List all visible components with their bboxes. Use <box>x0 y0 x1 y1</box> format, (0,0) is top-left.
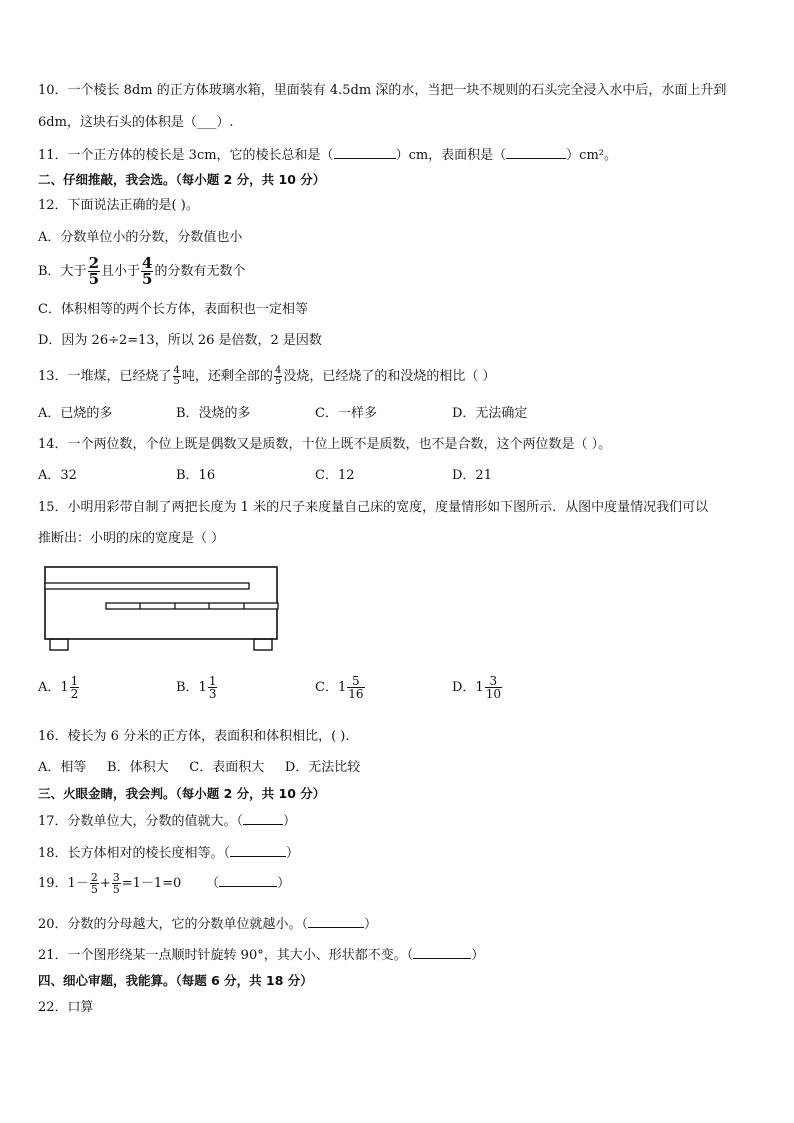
section-4-heading: 四、细心审题，我能算。（每题 6 分，共 18 分） <box>38 973 313 988</box>
q12-option-b[interactable] <box>38 256 245 287</box>
section-3-heading: 三、火眼金睛，我会判。（每小题 2 分，共 10 分） <box>38 786 326 801</box>
q14-option-b[interactable]: B．16 <box>176 468 216 483</box>
q11-part-a: 11．一个正方体的棱长是 3cm，它的棱长总和是（ <box>38 148 334 163</box>
q14-option-c[interactable]: C．12 <box>315 468 355 483</box>
q13-fraction-2: $\frac{4}{5}$ <box>274 365 282 387</box>
section-2-heading: 二、仔细推敲，我会选。（每小题 2 分，共 10 分） <box>38 172 326 187</box>
q19: 19．1－ $\frac{2}{5}$ + $\frac{3}{5}$ =1－1=0 （ ） <box>38 871 291 896</box>
q17-blank[interactable] <box>243 811 283 825</box>
q10-line2: 6dm，这块石头的体积是（___）. <box>38 115 234 130</box>
q12-option-c[interactable]: C．体积相等的两个长方体，表面积也一定相等 <box>38 302 308 317</box>
q13-option-d[interactable]: D．无法确定 <box>452 406 528 421</box>
q14-option-d[interactable]: D．21 <box>452 468 492 483</box>
q15-option-c[interactable]: C．1 $\frac{5}{16}$ <box>315 674 364 701</box>
q15-line1: 15．小明用彩带自制了两把长度为 1 米的尺子来度量自己床的宽度，度量情形如下图所示．从图中度量情况我们可以 <box>38 500 709 515</box>
q12-b-pre: B．大于 <box>38 264 87 279</box>
q10-line1: 10．一个棱长 8dm 的正方体玻璃水箱，里面装有 4.5dm 深的水，当把一块不规则的石头完全浸入水中后，水面上升到 <box>38 83 727 98</box>
q21-blank[interactable] <box>413 945 471 959</box>
q18-blank[interactable] <box>230 843 286 857</box>
q11 <box>38 145 617 165</box>
q14-option-a[interactable]: A．32 <box>38 468 77 483</box>
q12-b-fraction-1: $\frac{2}{5}$ <box>88 254 99 288</box>
q13-fraction-1: $\frac{4}{5}$ <box>173 365 180 387</box>
q11-blank-1[interactable] <box>334 145 396 159</box>
q13-option-b[interactable]: B．没烧的多 <box>176 406 251 421</box>
q11-part-b: ）cm，表面积是（ <box>395 148 507 163</box>
q15-option-d[interactable]: D．1 $\frac{3}{10}$ <box>452 674 501 701</box>
q13-stem: 13．一堆煤，已经烧了 $\frac{4}{5}$ 吨，还剩全部的 $\frac{4}{5}$ 没烧，已经烧了的和没烧的相比（ ） <box>38 365 496 387</box>
q13-option-c[interactable]: C．一样多 <box>315 406 377 421</box>
q12-option-a[interactable]: A．分数单位小的分数，分数值也小 <box>38 230 243 245</box>
q11-part-c: ）cm²。 <box>566 148 617 163</box>
q20: 20．分数的分母越大，它的分数单位就越小。（ ） <box>38 914 377 934</box>
q11-blank-2[interactable] <box>506 145 566 159</box>
q14-stem: 14．一个两位数，个位上既是偶数又是质数，十位上既不是质数，也不是合数，这个两位数是（ ）。 <box>38 437 612 452</box>
q17: 17．分数单位大，分数的值就大。（ ） <box>38 811 296 831</box>
q12-option-d[interactable]: D．因为 26÷2=13，所以 26 是倍数，2 是因数 <box>38 333 322 348</box>
q12-b-mid: 且小于 <box>101 264 141 279</box>
q16-options[interactable]: A．相等 B．体积大 C．表面积大 D．无法比较 <box>38 760 361 775</box>
ruler-2 <box>106 603 278 609</box>
bed-leg-right <box>254 639 272 650</box>
q15-option-b[interactable]: B．1 $\frac{1}{3}$ <box>176 674 217 701</box>
bed-measurement-figure <box>44 564 292 656</box>
q12-b-post: 的分数有无数个 <box>154 264 246 279</box>
q22: 22．口算 <box>38 1000 94 1015</box>
q15-option-a[interactable]: A．1 $\frac{1}{2}$ <box>38 674 79 701</box>
q18: 18．长方体相对的棱长度相等。（ ） <box>38 843 299 863</box>
q21: 21．一个图形绕某一点顺时针旋转 90°，其大小、形状都不变。（ ） <box>38 945 484 965</box>
q20-blank[interactable] <box>308 914 364 928</box>
bed-leg-left <box>50 639 68 650</box>
q13-option-a[interactable]: A．已烧的多 <box>38 406 113 421</box>
q15-line2: 推断出：小明的床的宽度是（ ） <box>38 531 225 546</box>
q16-stem: 16．棱长为 6 分米的正方体，表面积和体积相比，( ). <box>38 729 350 744</box>
q12-stem: 12．下面说法正确的是( )。 <box>38 198 199 213</box>
q12-b-fraction-2: $\frac{4}{5}$ <box>142 254 153 288</box>
ruler-1 <box>45 583 249 589</box>
q19-blank[interactable] <box>219 873 277 887</box>
